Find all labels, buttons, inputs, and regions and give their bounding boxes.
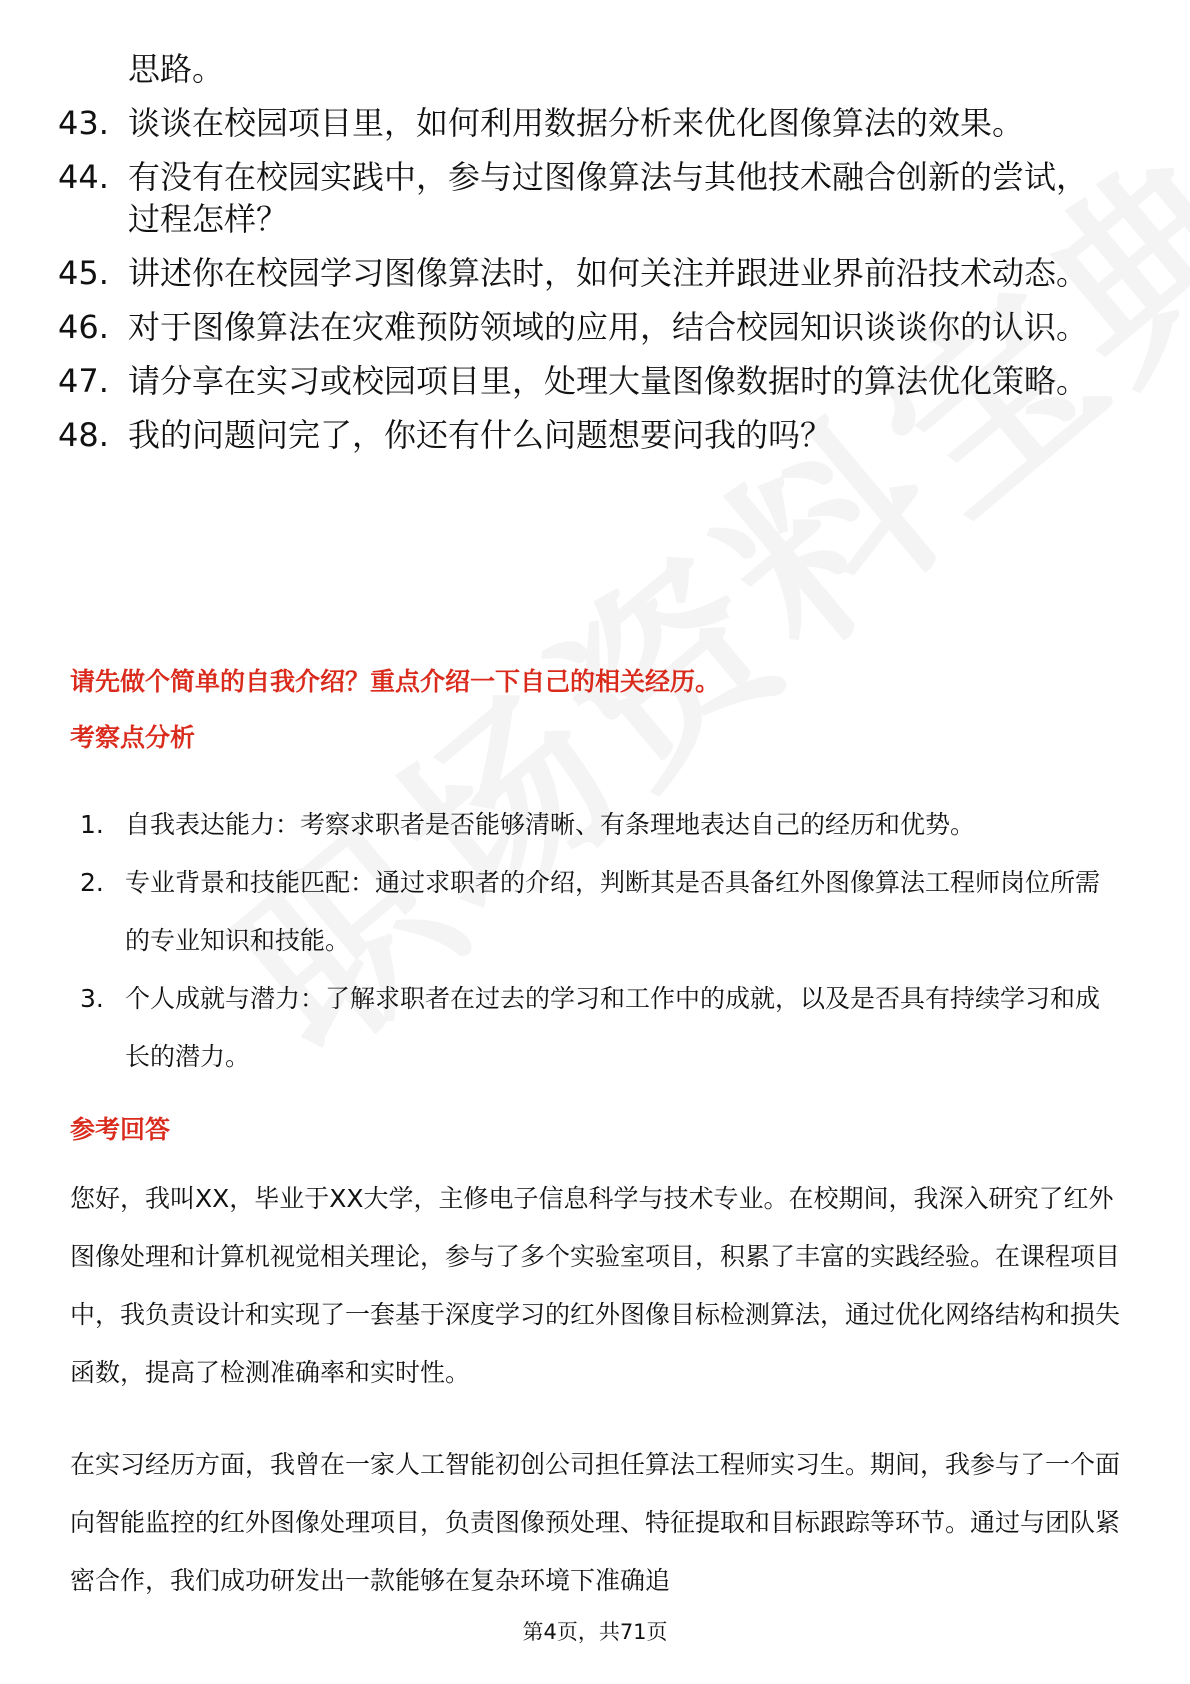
analysis-item — [80, 796, 1120, 854]
question-number: 47. — [58, 362, 109, 400]
question-item — [58, 360, 1118, 402]
question-text: 对于图像算法在灾难预防领域的应用，结合校园知识谈谈你的认识。 — [128, 308, 1089, 346]
analysis-text: 个人成就与潜力：了解求职者在过去的学习和工作中的成就，以及是否具有持续学习和成长的潜力。 — [125, 984, 1101, 1071]
answer-paragraph: 在实习经历方面，我曾在一家人工智能初创公司担任算法工程师实习生。期间，我参与了一个面向智能监控的红外图像处理项目，负责图像预处理、特征提取和目标跟踪等环节。通过与团队紧密合作，我们成功研发出一款能够在复杂环境下准确追 — [70, 1450, 1121, 1595]
question-number: 44. — [58, 158, 109, 196]
interview-question-title: 请先做个简单的自我介绍？重点介绍一下自己的相关经历。 — [70, 667, 721, 696]
answer-heading: 参考回答 — [70, 1115, 171, 1144]
question-text: 我的问题问完了，你还有什么问题想要问我的吗？ — [128, 416, 833, 454]
analysis-text: 自我表达能力：考察求职者是否能够清晰、有条理地表达自己的经历和优势。 — [125, 810, 976, 839]
question-item — [58, 252, 1118, 294]
analysis-list — [80, 796, 1120, 1086]
question-item — [58, 156, 1118, 240]
page-footer: 第4页，共71页 — [522, 1620, 668, 1644]
analysis-text: 专业背景和技能匹配：通过求职者的介绍，判断其是否具备红外图像算法工程师岗位所需的专业知识和技能。 — [125, 868, 1101, 955]
question-continuation: 思路。 — [128, 50, 225, 88]
analysis-heading: 考察点分析 — [70, 723, 196, 752]
analysis-item — [80, 970, 1120, 1086]
question-item — [58, 102, 1118, 144]
question-list — [58, 48, 1118, 468]
question-item — [58, 306, 1118, 348]
answer-paragraph: 您好，我叫XX，毕业于XX大学，主修电子信息科学与技术专业。在校期间，我深入研究了红外图像处理和计算机视觉相关理论，参与了多个实验室项目，积累了丰富的实践经验。在课程项目中，我负责设计和实现了一套基于深度学习的红外图像目标检测算法，通过优化网络结构和损失函数，提高了检测准确率和实时性。 — [70, 1184, 1121, 1387]
question-number: 45. — [58, 254, 109, 292]
question-text: 请分享在实习或校园项目里，处理大量图像数据时的算法优化策略。 — [128, 362, 1089, 400]
analysis-number: 2. — [80, 868, 104, 897]
question-item — [58, 414, 1118, 456]
analysis-number: 3. — [80, 984, 104, 1013]
analysis-item — [80, 854, 1120, 970]
question-number: 43. — [58, 104, 109, 142]
question-number: 48. — [58, 416, 109, 454]
question-text: 谈谈在校园项目里，如何利用数据分析来优化图像算法的效果。 — [128, 104, 1025, 142]
question-text: 讲述你在校园学习图像算法时，如何关注并跟进业界前沿技术动态。 — [128, 254, 1089, 292]
question-number: 46. — [58, 308, 109, 346]
analysis-number: 1. — [80, 810, 104, 839]
question-text: 有没有在校园实践中，参与过图像算法与其他技术融合创新的尝试，过程怎样？ — [128, 158, 1089, 238]
